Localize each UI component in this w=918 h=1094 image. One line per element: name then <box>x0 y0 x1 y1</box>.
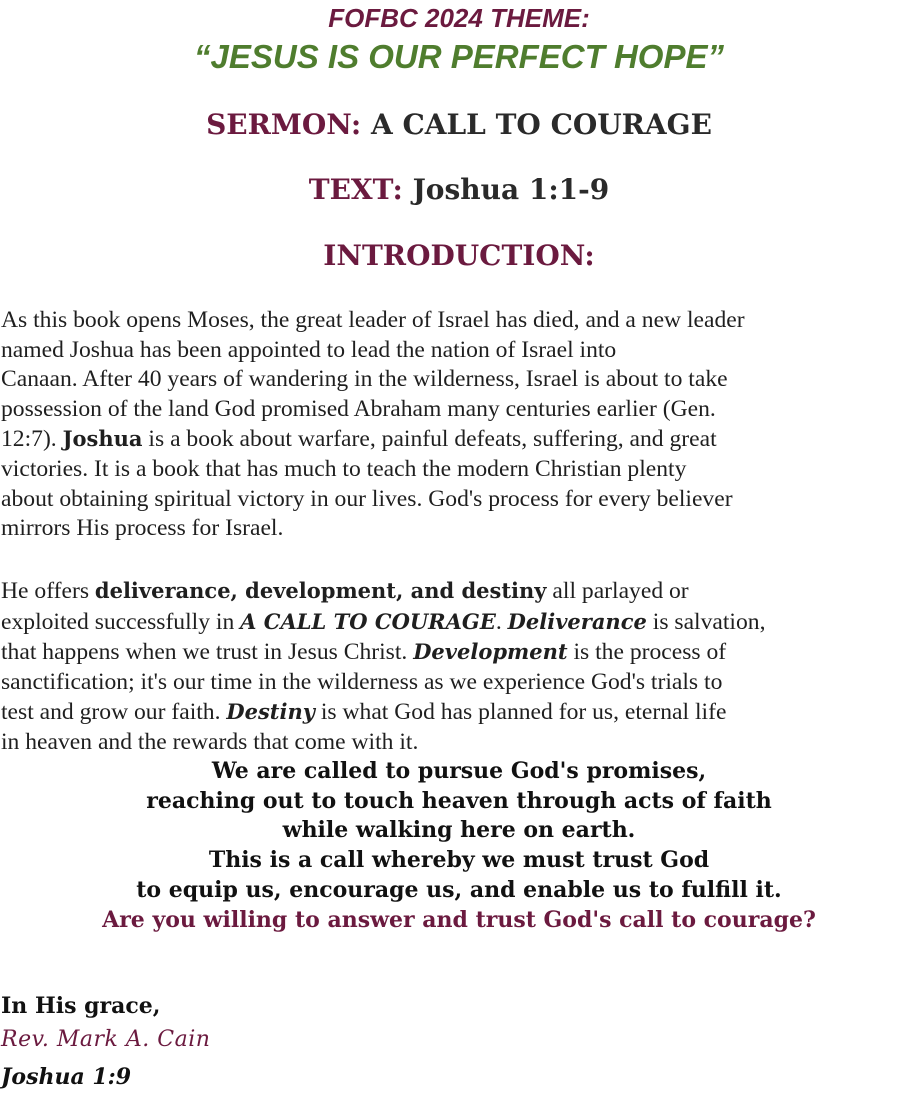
text-line <box>1 576 917 607</box>
text-segment: is salvation, <box>646 608 766 635</box>
introduction-heading: INTRODUCTION: <box>323 239 595 272</box>
callout-line: to equip us, encourage us, and enable us to fulfill it. <box>136 876 782 903</box>
emphasis-joshua: Joshua <box>62 426 143 452</box>
text-line <box>1 637 917 668</box>
text-line: possession of the land God promised Abraham many centuries earlier (Gen. <box>1 395 716 422</box>
theme-explanation-paragraph <box>1 576 917 758</box>
text-line: in heaven and the rewards that come with it. <box>1 728 419 755</box>
text-line: Canaan. After 40 years of wandering in the wilderness, Israel is about to take <box>1 366 728 393</box>
text-segment: . <box>495 608 508 635</box>
callout-question: Are you willing to answer and trust God's call to courage? <box>102 906 816 933</box>
text-line: sanctification; it's our time in the wilderness as we experience God's trials to <box>1 668 723 695</box>
emphasis-development: Development <box>413 639 568 665</box>
text-line <box>1 697 917 728</box>
text-segment: that happens when we trust in Jesus Christ. <box>1 639 414 666</box>
text-reference: Joshua 1:1-9 <box>412 173 610 206</box>
callout-line: This is a call whereby we must trust God <box>208 847 710 874</box>
callout-line: reaching out to touch heaven through acts of faith <box>146 787 772 814</box>
text-segment: is what God has planned for us, eternal life <box>314 699 727 726</box>
callout-block <box>0 757 918 935</box>
sermon-label: SERMON: <box>206 108 362 141</box>
text-line: about obtaining spiritual victory in our lives. God's process for every believer <box>1 485 733 512</box>
text-line: victories. It is a book that has much to teach the modern Christian plenty <box>1 455 687 482</box>
text-line: As this book opens Moses, the great leader of Israel has died, and a new leader <box>1 307 745 333</box>
text-segment: test and grow our faith. <box>1 699 227 726</box>
emphasis-call-to-courage: A CALL TO COURAGE <box>240 608 496 634</box>
text-segment: 12:7). <box>1 426 63 453</box>
emphasis-three-d: deliverance, development, and destiny <box>94 578 547 603</box>
sermon-title: A CALL TO COURAGE <box>370 108 712 141</box>
emphasis-deliverance: Deliverance <box>507 608 647 634</box>
closing-salutation: In His grace, <box>1 993 161 1019</box>
theme-label: FOFBC 2024 THEME: <box>328 3 590 33</box>
signature-verse: Joshua 1:9 <box>1 1064 132 1090</box>
pastor-signature: Rev. Mark A. Cain <box>1 1027 211 1052</box>
text-segment: is a book about warfare, painful defeats, suffering, and great <box>142 426 717 453</box>
theme-title: “JESUS IS OUR PERFECT HOPE” <box>194 38 724 75</box>
introduction-paragraph <box>1 306 917 544</box>
text-segment: He offers <box>1 578 95 604</box>
emphasis-destiny: Destiny <box>226 699 315 725</box>
text-segment: exploited successfully in <box>1 608 241 635</box>
callout-line: while walking here on earth. <box>282 817 636 844</box>
callout-line: We are called to pursue God's promises, <box>211 758 707 784</box>
text-line: mirrors His process for Israel. <box>1 515 284 542</box>
text-label: TEXT: <box>308 173 403 206</box>
text-line <box>1 424 917 455</box>
sermon-heading <box>0 108 918 142</box>
text-segment: all parlayed or <box>546 578 689 604</box>
text-heading <box>0 173 918 207</box>
text-line <box>1 607 917 638</box>
text-segment: is the process of <box>567 639 727 666</box>
text-line: named Joshua has been appointed to lead the nation of Israel into <box>1 336 617 363</box>
